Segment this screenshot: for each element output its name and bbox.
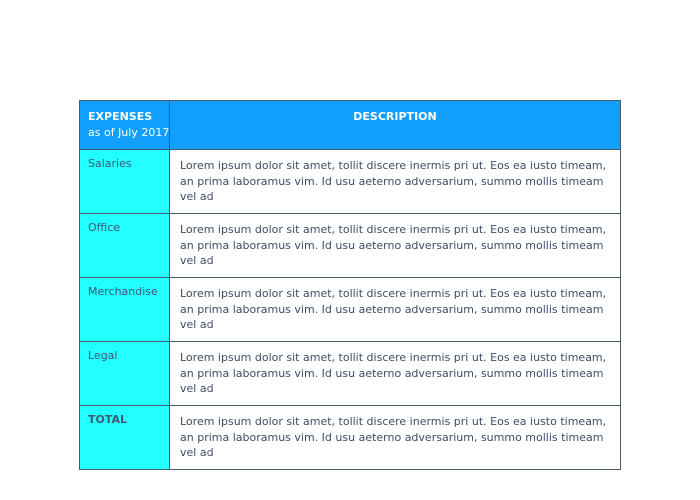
category-cell: Salaries (80, 150, 170, 214)
expenses-header-title: EXPENSES (88, 110, 153, 123)
expenses-table (79, 100, 621, 470)
expenses-header-date: as of July 2017 (88, 126, 170, 139)
expenses-table-container (79, 100, 620, 459)
description-cell: Lorem ipsum dolor sit amet, tollit discere inermis pri ut. Eos ea iusto timeam, an prima laboramus vim. Id usu aeterno adversarium, summo mollis timeam vel ad (170, 342, 621, 406)
category-cell: Office (80, 214, 170, 278)
expenses-column-header (80, 101, 170, 150)
category-cell-total: TOTAL (80, 406, 170, 470)
description-cell: Lorem ipsum dolor sit amet, tollit discere inermis pri ut. Eos ea iusto timeam, an prima laboramus vim. Id usu aeterno adversarium, summo mollis timeam vel ad (170, 150, 621, 214)
description-cell: Lorem ipsum dolor sit amet, tollit discere inermis pri ut. Eos ea iusto timeam, an prima laboramus vim. Id usu aeterno adversarium, summo mollis timeam vel ad (170, 214, 621, 278)
table-row (80, 150, 621, 214)
table-row (80, 342, 621, 406)
category-cell: Merchandise (80, 278, 170, 342)
table-row (80, 214, 621, 278)
description-cell: Lorem ipsum dolor sit amet, tollit discere inermis pri ut. Eos ea iusto timeam, an prima laboramus vim. Id usu aeterno adversarium, summo mollis timeam vel ad (170, 278, 621, 342)
description-cell: Lorem ipsum dolor sit amet, tollit discere inermis pri ut. Eos ea iusto timeam, an prima laboramus vim. Id usu aeterno adversarium, summo mollis timeam vel ad (170, 406, 621, 470)
description-header-title: DESCRIPTION (353, 110, 437, 123)
table-row (80, 278, 621, 342)
table-header-row (80, 101, 621, 150)
description-column-header (170, 101, 621, 150)
category-cell: Legal (80, 342, 170, 406)
table-row-total (80, 406, 621, 470)
